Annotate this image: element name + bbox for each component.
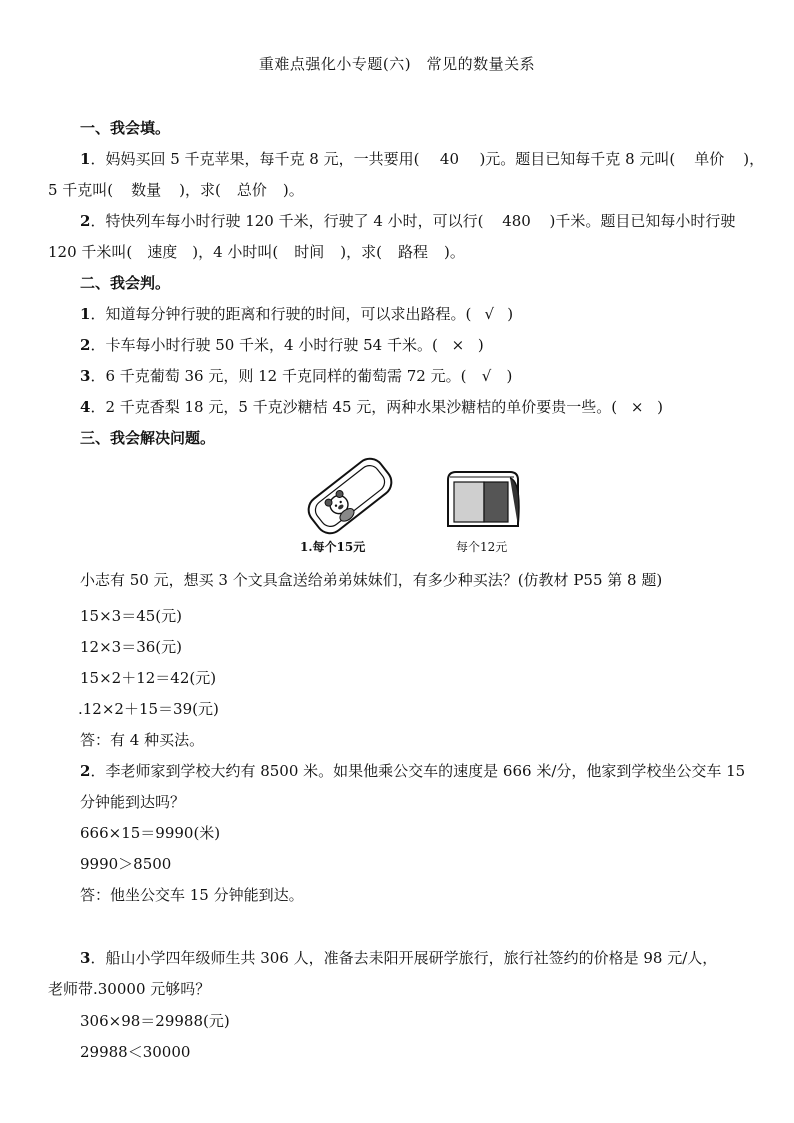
q-number: 3 — [80, 949, 91, 967]
fill-answer: 路程 — [398, 243, 429, 261]
caption-box-case: 每个12元 — [456, 540, 508, 554]
section-3-heading: 三、我会解决问题。 — [80, 429, 216, 447]
solution-step: 15×2＋12＝42(元) — [80, 669, 217, 687]
box-pencil-case — [448, 472, 519, 526]
solution-step: 9990＞8500 — [80, 855, 172, 873]
section-1-heading: 一、我会填。 — [80, 119, 171, 137]
answer-line: 答：有 4 种买法。 — [80, 731, 205, 749]
fill-answer: 单价 — [694, 150, 725, 168]
q-number: 2 — [80, 336, 91, 354]
fill-answer: 总价 — [236, 181, 267, 199]
caption-bear-case: 1.每个15元 — [300, 540, 366, 554]
fill-answer: 480 — [502, 212, 531, 230]
page-title: 重难点强化小专题(六) 常见的数量关系 — [258, 55, 536, 73]
bear-pencil-case — [303, 453, 397, 539]
fill-answer: 数量 — [131, 181, 162, 199]
s1-q1-line2: 5 千克叫( 数量 )，求( 总价 )。 — [48, 181, 304, 199]
answer-line: 答：他坐公交车 15 分钟能到达。 — [80, 886, 304, 904]
section-2-heading: 二、我会判。 — [80, 274, 171, 292]
solution-step: 29988＜30000 — [80, 1043, 191, 1061]
judge-item: 3．6 千克葡萄 36 元，则 12 千克同样的葡萄需 72 元。( √ ) — [80, 367, 513, 385]
solution-step: 666×15＝9990(米) — [80, 824, 221, 842]
q-number: 4 — [80, 398, 91, 416]
q-number: 2 — [80, 212, 91, 230]
q-number: 3 — [80, 367, 91, 385]
judge-item: 2．卡车每小时行驶 50 千米，4 小时行驶 54 千米。( × ) — [80, 336, 484, 354]
pencil-case-illustration — [300, 452, 530, 542]
problem-2-question: 2．李老师家到学校大约有 8500 米。如果他乘公交车的速度是 666 米/分，他家到学校坐公交车 15 — [80, 762, 746, 780]
fill-answer: 时间 — [294, 243, 325, 261]
q-number: 1 — [80, 305, 91, 323]
fill-answer: 40 — [439, 150, 459, 168]
solution-step: 12×3＝36(元) — [80, 638, 182, 656]
q-number: 2 — [80, 762, 91, 780]
fill-answer: 速度 — [147, 243, 178, 261]
judge-mark: × — [630, 398, 644, 416]
solution-step: 306×98＝29988(元) — [80, 1012, 230, 1030]
problem-1-question: 小志有 50 元，想买 3 个文具盒送给弟弟妹妹们，有多少种买法？(仿教材 P55 第 8 题) — [80, 571, 663, 589]
s1-q2-line2: 120 千米叫( 速度 )，4 小时叫( 时间 )，求( 路程 )。 — [48, 243, 465, 261]
problem-3-question-cont: 老师带.30000 元够吗？ — [48, 980, 211, 998]
judge-mark: √ — [481, 367, 492, 385]
problem-2-question-cont: 分钟能到达吗？ — [80, 793, 186, 811]
solution-step: 15×3＝45(元) — [80, 607, 182, 625]
problem-3-question: 3．船山小学四年级师生共 306 人，准备去耒阳开展研学旅行，旅行社签约的价格是 98 元/人， — [80, 949, 718, 967]
judge-mark: × — [451, 336, 465, 354]
judge-item: 4．2 千克香梨 18 元，5 千克沙糖桔 45 元，两种水果沙糖桔的单价要贵一些。( × ) — [80, 398, 664, 416]
solution-step: .12×2＋15＝39(元) — [78, 700, 219, 718]
q-number: 1 — [80, 150, 91, 168]
judge-item: 1．知道每分钟行驶的距离和行驶的时间，可以求出路程。( √ ) — [80, 305, 514, 323]
judge-mark: √ — [484, 305, 495, 323]
s1-q2-line1: 2．特快列车每小时行驶 120 千米，行驶了 4 小时，可以行( 480 )千米。题目已知每小时行驶 — [80, 212, 736, 230]
s1-q1-line1: 1．妈妈买回 5 千克苹果，每千克 8 元，一共要用( 40 )元。题目已知每千克 8 元叫( 单价 )， — [80, 150, 765, 168]
